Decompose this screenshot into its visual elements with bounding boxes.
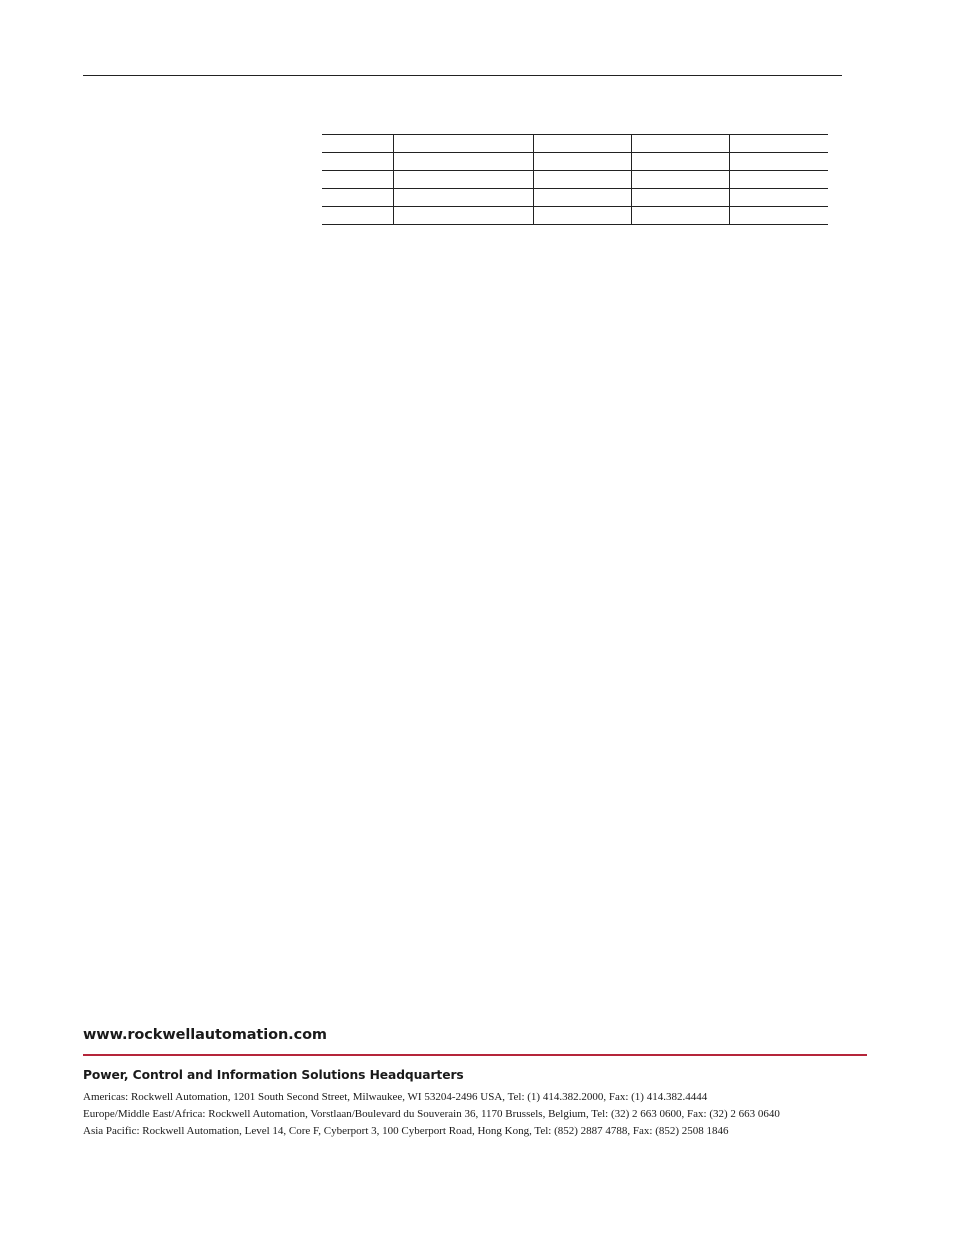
table-row	[322, 171, 828, 189]
empty-table	[322, 134, 828, 225]
table-cell	[322, 171, 393, 189]
table-cell	[322, 135, 393, 153]
table-cell	[729, 207, 828, 225]
table-cell	[533, 207, 631, 225]
table-cell	[393, 135, 533, 153]
address-emea: Europe/Middle East/Africa: Rockwell Automation, Vorstlaan/Boulevard du Souverain 36, 1170 Brussels, Belgium, Tel: (32) 2 663 0600, Fax: (32) 2 663 0640	[83, 1108, 780, 1120]
table-cell	[631, 171, 729, 189]
table-cell	[393, 171, 533, 189]
header-rule	[83, 75, 842, 76]
table-cell	[533, 135, 631, 153]
address-americas: Americas: Rockwell Automation, 1201 South Second Street, Milwaukee, WI 53204-2496 USA, Tel: (1) 414.382.2000, Fax: (1) 414.382.4444	[83, 1091, 708, 1103]
table-cell	[729, 153, 828, 171]
footer-url-link[interactable]: www.rockwellautomation.com	[83, 1027, 327, 1043]
table-cell	[631, 189, 729, 207]
table-cell	[729, 189, 828, 207]
table-row	[322, 135, 828, 153]
table-cell	[393, 207, 533, 225]
table-cell	[533, 189, 631, 207]
table-row	[322, 207, 828, 225]
table-cell	[533, 153, 631, 171]
table-row	[322, 189, 828, 207]
table-cell	[393, 189, 533, 207]
table-cell	[631, 135, 729, 153]
table-cell	[631, 207, 729, 225]
table-cell	[631, 153, 729, 171]
table-cell	[729, 135, 828, 153]
table-cell	[533, 171, 631, 189]
headquarters-title: Power, Control and Information Solutions Headquarters	[83, 1068, 464, 1082]
address-asia-pacific: Asia Pacific: Rockwell Automation, Level 14, Core F, Cyberport 3, 100 Cyberport Road, Hong Kong, Tel: (852) 2887 4788, Fax: (852) 2508 1846	[83, 1125, 729, 1137]
table-cell	[322, 153, 393, 171]
table-cell	[322, 207, 393, 225]
table-cell	[393, 153, 533, 171]
table-cell	[729, 171, 828, 189]
table-cell	[322, 189, 393, 207]
table-row	[322, 153, 828, 171]
footer-accent-rule	[83, 1054, 867, 1056]
